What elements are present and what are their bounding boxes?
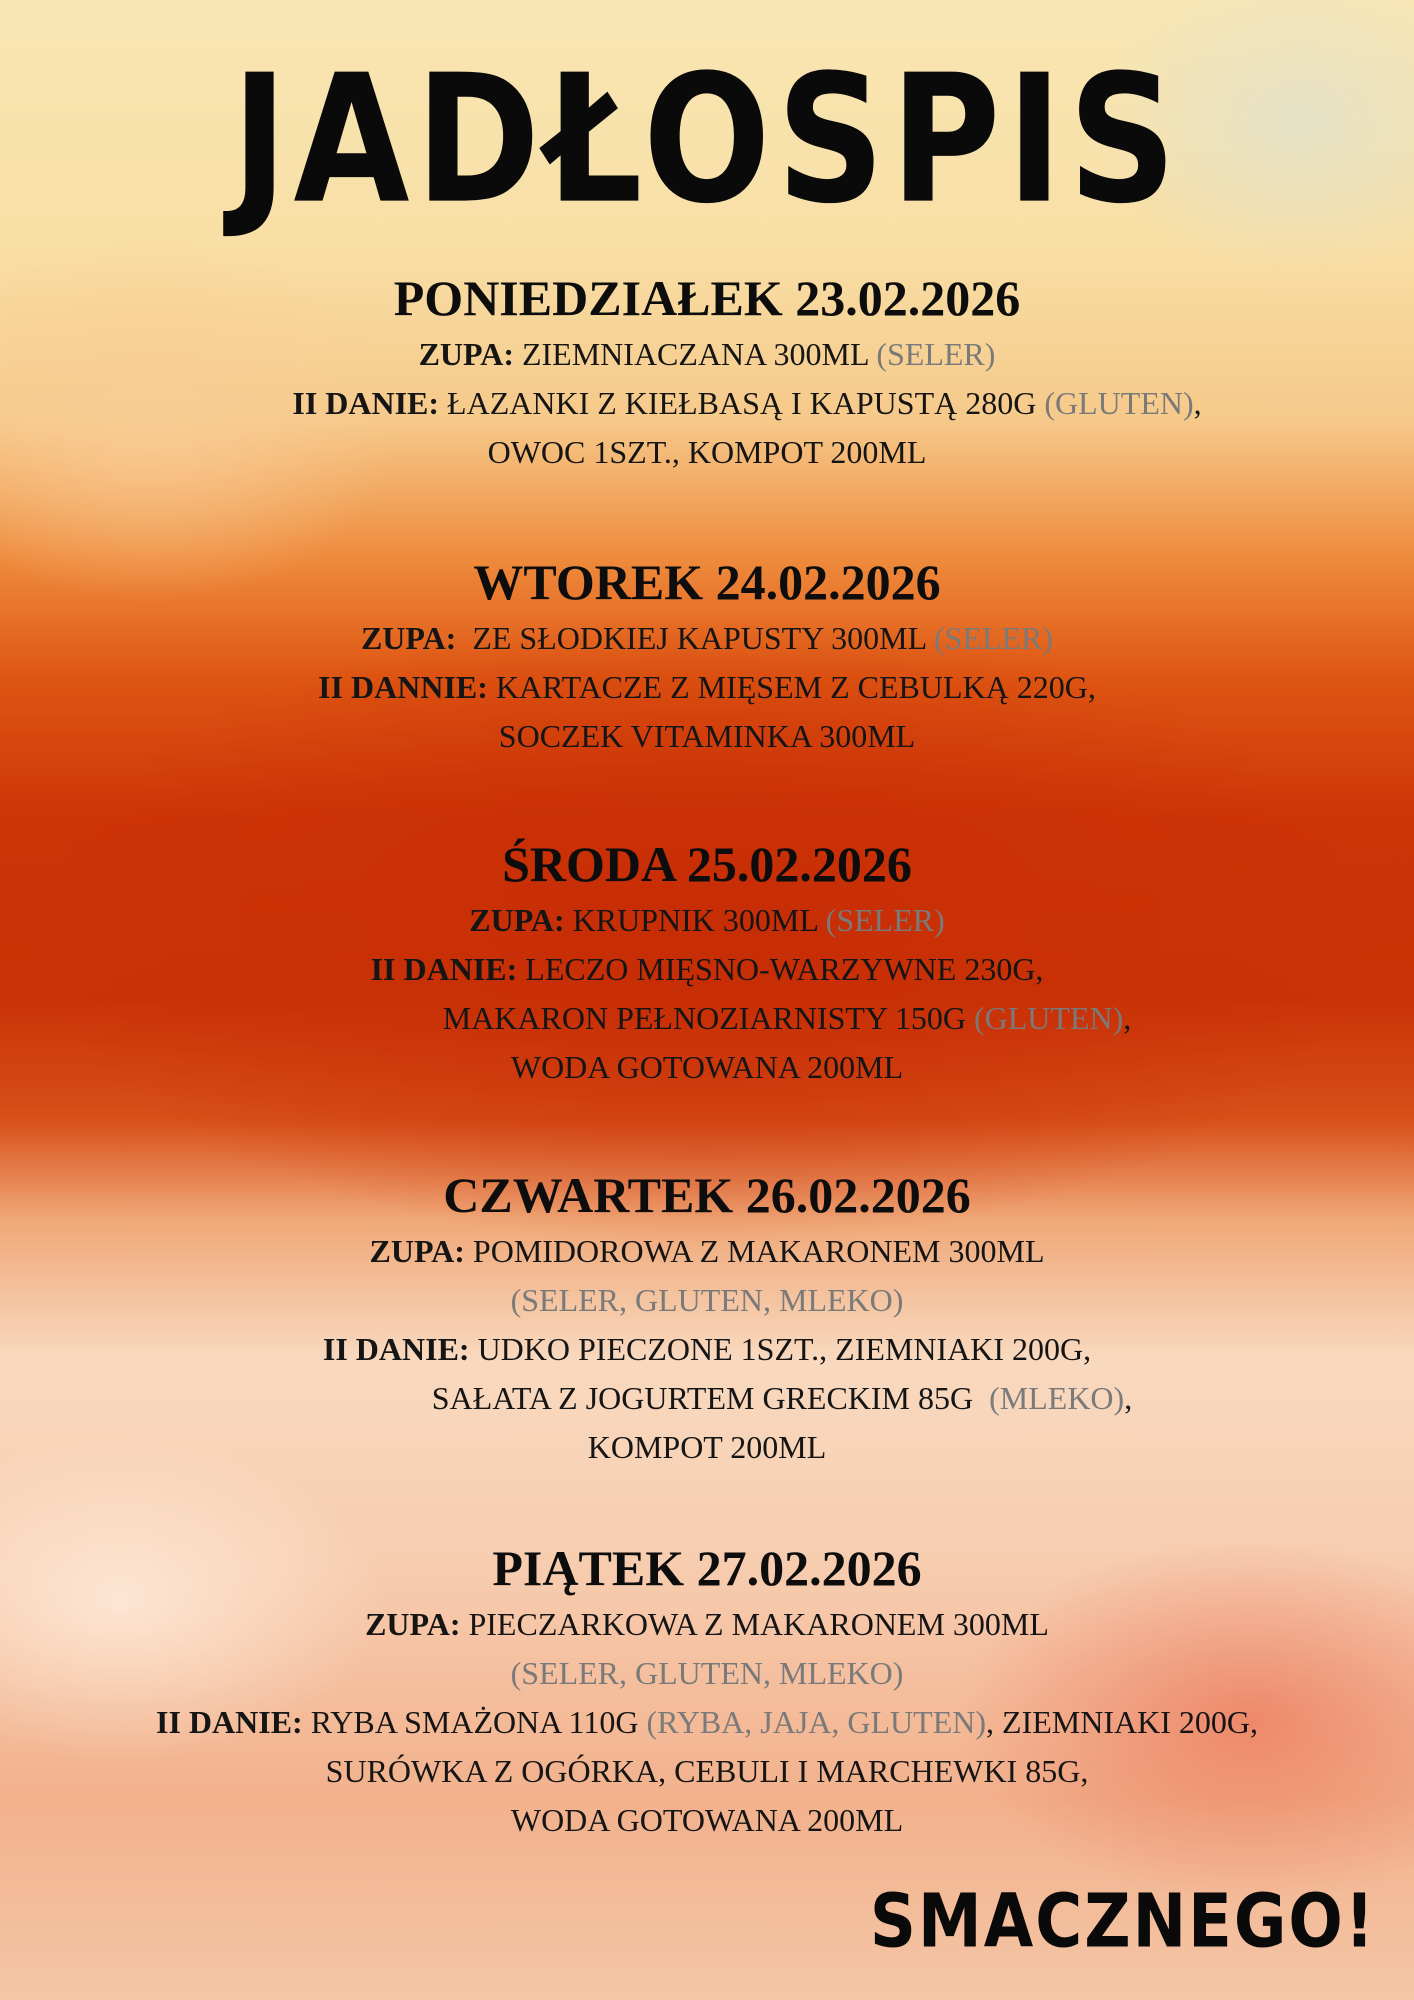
line-label: II DANIE:	[370, 951, 518, 987]
menu-line	[0, 1276, 1414, 1325]
line-label: II DANIE:	[156, 1704, 303, 1740]
line-label: ZUPA:	[360, 620, 457, 656]
line-text: KARTACZE Z MIĘSEM Z CEBULKĄ 220G,	[487, 669, 1096, 705]
line-allergen: (RYBA, JAJA, GLUTEN)	[646, 1704, 987, 1740]
menu-line	[0, 1423, 1414, 1472]
line-text: ZE SŁODKIEJ KAPUSTY 300ML	[456, 620, 934, 656]
menu-line	[0, 1227, 1414, 1276]
menu-line	[0, 1043, 1414, 1092]
menu-line	[0, 330, 1414, 379]
line-text: SURÓWKA Z OGÓRKA, CEBULI I MARCHEWKI 85G,	[325, 1753, 1089, 1789]
line-allergen: (SELER)	[876, 336, 996, 372]
line-allergen: (GLUTEN)	[1044, 385, 1194, 421]
day-thursday	[0, 1163, 1414, 1472]
day-heading: PIĄTEK 27.02.2026	[492, 1540, 922, 1596]
day-heading: WTOREK 24.02.2026	[473, 554, 941, 610]
line-allergen: (SELER)	[825, 902, 945, 938]
menu-line	[0, 1325, 1414, 1374]
day-heading: PONIEDZIAŁEK 23.02.2026	[393, 270, 1021, 326]
menu-line	[0, 896, 1414, 945]
menu-line	[0, 1796, 1414, 1845]
line-label: ZUPA:	[369, 1233, 465, 1269]
line-after: ,	[1193, 385, 1202, 421]
menu-line	[80, 379, 1414, 428]
menu-line	[0, 1747, 1414, 1796]
menu-line	[0, 614, 1414, 663]
line-text: POMIDOROWA Z MAKARONEM 300ML	[464, 1233, 1045, 1269]
line-after: , ZIEMNIAKI 200G,	[986, 1704, 1258, 1740]
page-title: JADŁOSPIS	[231, 37, 1183, 244]
line-allergen: (GLUTEN)	[973, 1000, 1124, 1036]
line-text: KRUPNIK 300ML	[564, 902, 826, 938]
line-after: ,	[1123, 1000, 1132, 1036]
menu-line	[0, 663, 1414, 712]
line-text: ŁAZANKI Z KIEŁBASĄ I KAPUSTĄ 280G	[439, 385, 1045, 421]
day-tuesday	[0, 550, 1414, 761]
line-text: OWOC 1SZT., KOMPOT 200ML	[487, 434, 927, 470]
line-label: II DANIE:	[322, 1331, 470, 1367]
line-label: ZUPA:	[365, 1606, 461, 1642]
menu-line	[0, 1600, 1414, 1649]
line-text: LECZO MIĘSNO-WARZYWNE 230G,	[517, 951, 1044, 987]
line-text: WODA GOTOWANA 200ML	[510, 1049, 904, 1085]
line-after: ,	[1124, 1380, 1133, 1416]
line-label: ZUPA:	[418, 336, 514, 372]
menu-line	[0, 712, 1414, 761]
line-text: KOMPOT 200ML	[587, 1429, 827, 1465]
day-friday	[0, 1536, 1414, 1845]
line-text: PIECZARKOWA Z MAKARONEM 300ML	[460, 1606, 1049, 1642]
line-label: II DANNIE:	[318, 669, 488, 705]
line-text: ZIEMNIACZANA 300ML	[513, 336, 877, 372]
line-text: RYBA SMAŻONA 110G	[302, 1704, 647, 1740]
line-label: ZUPA:	[469, 902, 565, 938]
day-heading: ŚRODA 25.02.2026	[502, 836, 912, 892]
line-text: SAŁATA Z JOGURTEM GRECKIM 85G	[431, 1380, 990, 1416]
menu-line	[0, 945, 1414, 994]
footer-greeting: SMACZNEGO!	[869, 1880, 1376, 1966]
day-wednesday	[0, 832, 1414, 1092]
menu-line	[0, 1649, 1414, 1698]
menu-line	[0, 1698, 1414, 1747]
line-text: WODA GOTOWANA 200ML	[510, 1802, 904, 1838]
menu-line	[0, 428, 1414, 477]
line-allergen: (SELER, GLUTEN, MLEKO)	[510, 1655, 904, 1691]
day-monday	[0, 266, 1414, 477]
day-heading: CZWARTEK 26.02.2026	[443, 1167, 971, 1223]
line-label: II DANIE:	[292, 385, 440, 421]
line-text: MAKARON PEŁNOZIARNISTY 150G	[442, 1000, 974, 1036]
menu-line	[160, 994, 1414, 1043]
line-allergen: (MLEKO)	[989, 1380, 1125, 1416]
line-allergen: (SELER, GLUTEN, MLEKO)	[510, 1282, 904, 1318]
line-text: SOCZEK VITAMINKA 300ML	[498, 718, 916, 754]
menu-line	[150, 1374, 1414, 1423]
line-text: UDKO PIECZONE 1SZT., ZIEMNIAKI 200G,	[469, 1331, 1092, 1367]
line-allergen: (SELER)	[933, 620, 1054, 656]
